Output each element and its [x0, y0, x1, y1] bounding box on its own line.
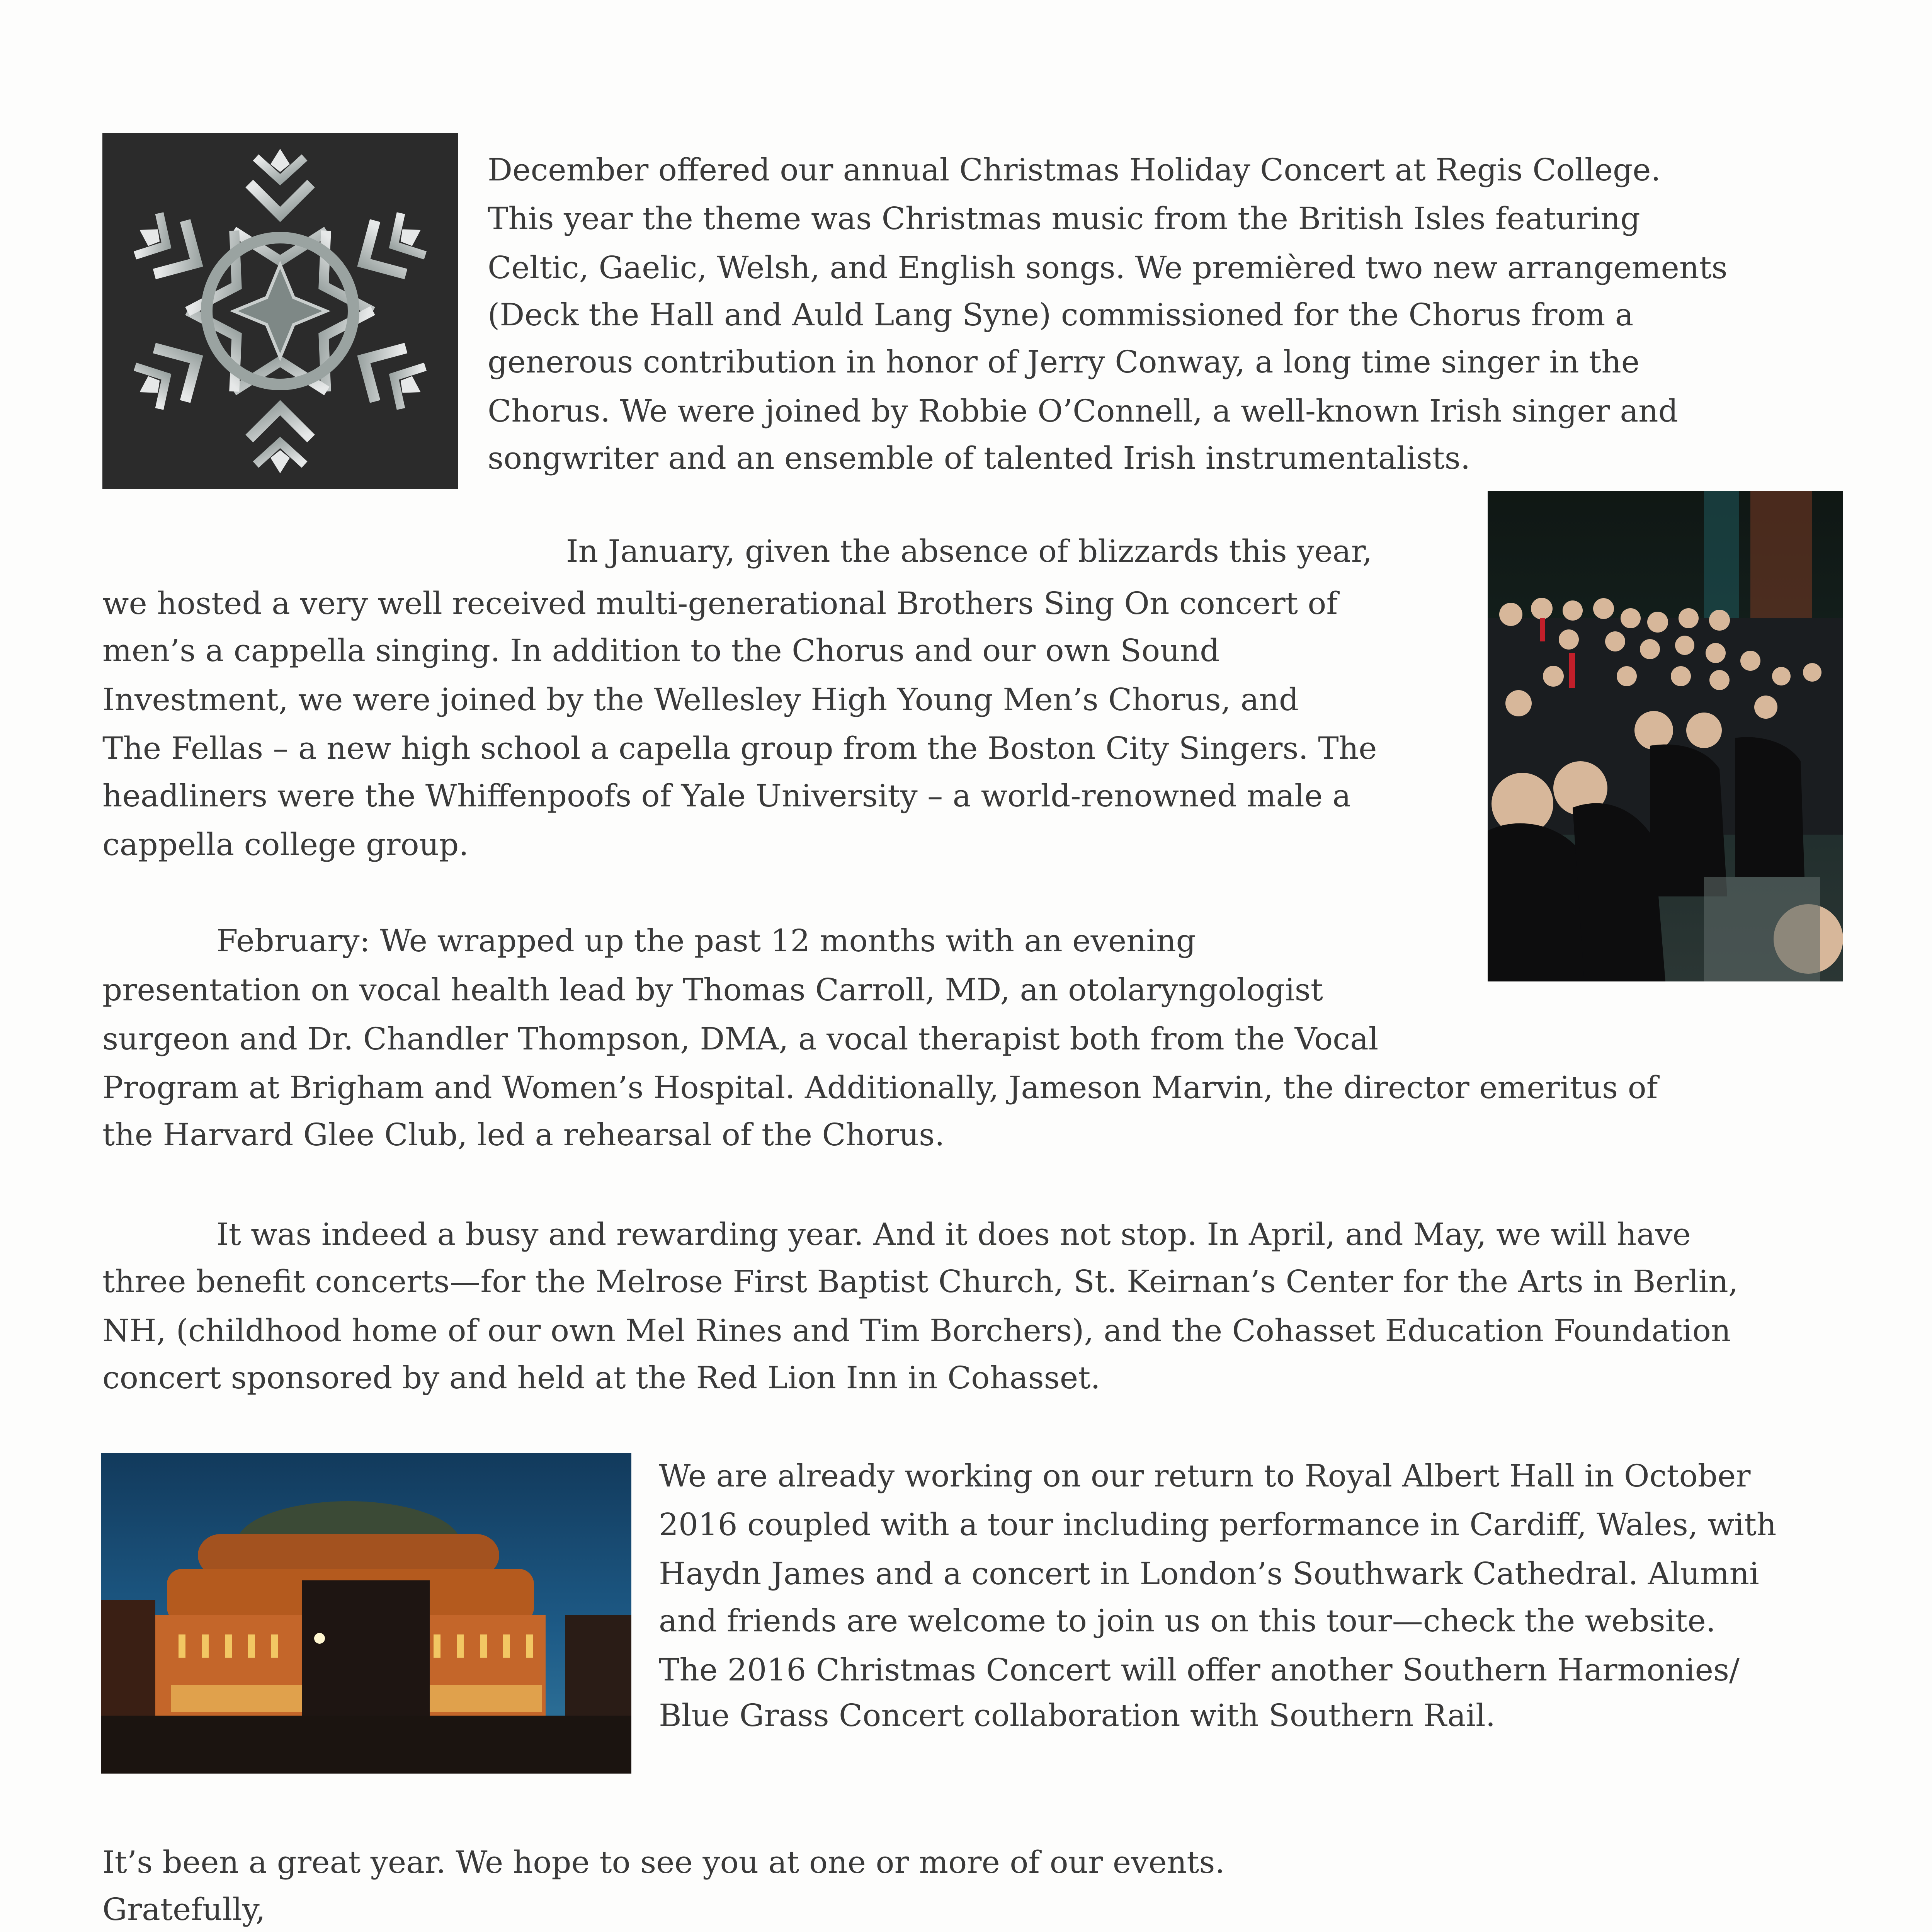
- december-line-6: Chorus. We were joined by Robbie O’Connell, a well-known Irish singer and: [488, 393, 1678, 429]
- january-line-3: men’s a cappella singing. In addition to the Chorus and our own Sound: [102, 633, 1220, 668]
- february-line-2: presentation on vocal health lead by Thomas Carroll, MD, an otolaryngologist: [102, 972, 1323, 1008]
- april-line-1: It was indeed a busy and rewarding year. And it does not stop. In April, and May, we will have: [216, 1216, 1691, 1252]
- december-line-7: songwriter and an ensemble of talented Irish instrumentalists.: [488, 440, 1471, 476]
- december-line-1: December offered our annual Christmas Holiday Concert at Regis College.: [488, 152, 1661, 188]
- royal-albert-hall-photo: [101, 1453, 631, 1774]
- chorus-photo: [1488, 491, 1843, 981]
- april-line-4: concert sponsored by and held at the Red Lion Inn in Cohasset.: [102, 1360, 1100, 1396]
- snowflake-icon: [102, 133, 458, 489]
- january-line-7: cappella college group.: [102, 827, 469, 862]
- april-line-3: NH, (childhood home of our own Mel Rines and Tim Borchers), and the Cohasset Education Foundation: [102, 1313, 1731, 1349]
- january-line-2: we hosted a very well received multi-generational Brothers Sing On concert of: [102, 585, 1338, 621]
- january-line-5: The Fellas – a new high school a capella group from the Boston City Singers. The: [102, 730, 1377, 766]
- snowflake-image: [102, 133, 458, 489]
- tour-line-6: Blue Grass Concert collaboration with Southern Rail.: [659, 1697, 1496, 1733]
- january-line-6: headliners were the Whiffenpoofs of Yale University – a world-renowned male a: [102, 778, 1351, 814]
- april-line-2: three benefit concerts—for the Melrose First Baptist Church, St. Keirnan’s Center for the Arts in Berlin,: [102, 1264, 1738, 1299]
- tour-line-4: and friends are welcome to join us on this tour—check the website.: [659, 1603, 1716, 1639]
- december-line-3: Celtic, Gaelic, Welsh, and English songs. We premièred two new arrangements: [488, 250, 1728, 286]
- february-line-5: the Harvard Glee Club, led a rehearsal of the Chorus.: [102, 1117, 945, 1153]
- december-line-2: This year the theme was Christmas music from the British Isles featuring: [488, 201, 1640, 236]
- tour-line-3: Haydn James and a concert in London’s Southwark Cathedral. Alumni: [659, 1556, 1759, 1592]
- february-line-1: February: We wrapped up the past 12 months with an evening: [216, 923, 1196, 959]
- tour-line-1: We are already working on our return to Royal Albert Hall in October: [659, 1458, 1751, 1494]
- tour-line-5: The 2016 Christmas Concert will offer another Southern Harmonies/: [659, 1652, 1740, 1688]
- closing-line: It’s been a great year. We hope to see you at one or more of our events.: [102, 1844, 1225, 1880]
- january-line-1: In January, given the absence of blizzards this year,: [566, 533, 1372, 569]
- gratefully-line: Gratefully,: [102, 1891, 265, 1927]
- december-line-4: (Deck the Hall and Auld Lang Syne) commissioned for the Chorus from a: [488, 297, 1634, 333]
- january-line-4: Investment, we were joined by the Wellesley High Young Men’s Chorus, and: [102, 682, 1299, 718]
- tour-line-2: 2016 coupled with a tour including performance in Cardiff, Wales, with: [659, 1507, 1777, 1543]
- december-line-5: generous contribution in honor of Jerry Conway, a long time singer in the: [488, 344, 1640, 380]
- february-line-3: surgeon and Dr. Chandler Thompson, DMA, a vocal therapist both from the Vocal: [102, 1021, 1379, 1057]
- february-line-4: Program at Brigham and Women’s Hospital. Additionally, Jameson Marvin, the director emeritus of: [102, 1070, 1658, 1105]
